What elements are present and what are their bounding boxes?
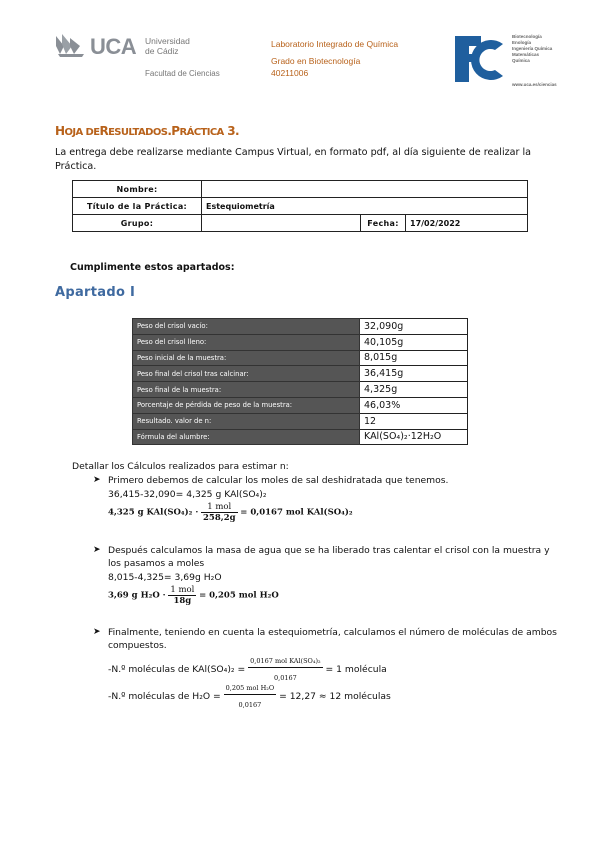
- step1-math: 4,325 g KAl(SO₄)₂ · $\frac{\text{1 mol}}{258,2g}$ = 0,0167 mol KAl(SO₄)₂: [108, 502, 353, 523]
- result-value[interactable]: 32,090g: [360, 319, 468, 335]
- table-row: [133, 429, 468, 445]
- intro-paragraph: La entrega debe realizarse mediante Campus Virtual, en formato pdf, al día siguiente de realizar la Práctica.: [55, 147, 532, 172]
- uca-wordmark: UCA: [90, 34, 137, 59]
- step1-equation: 36,415-32,090= 4,325 g KAl(SO₄)₂: [108, 489, 267, 500]
- result-label: Peso inicial de la muestra:: [133, 350, 360, 366]
- step2-math: 3,69 g H₂O · $\frac{\text{1 mol}}{18g}$ = 0,205 mol H₂O: [108, 585, 279, 606]
- student-info-table: [72, 180, 528, 232]
- step2-text: Después calculamos la masa de agua que se ha liberado tras calentar el crisol con la muestra y: [108, 545, 550, 556]
- arrow-bullet-icon: ➤: [93, 627, 101, 637]
- step2-text-cont: los pasamos a moles: [108, 558, 205, 569]
- table-row: [133, 413, 468, 429]
- faculty-url[interactable]: www.uca.es/ciencias: [512, 82, 557, 87]
- nombre-label: Nombre:: [73, 181, 202, 198]
- titulo-label: Título de la Práctica:: [73, 198, 202, 215]
- table-row: [133, 382, 468, 398]
- fecha-label: Fecha:: [361, 215, 406, 232]
- result-value[interactable]: 4,325g: [360, 382, 468, 398]
- instruction-text: Cumplimente estos apartados:: [70, 262, 235, 273]
- uca-logo-icon: [54, 32, 90, 58]
- result-value[interactable]: 40,105g: [360, 334, 468, 350]
- result-value[interactable]: 46,03%: [360, 397, 468, 413]
- table-row: [133, 366, 468, 382]
- result-value[interactable]: 12: [360, 413, 468, 429]
- table-row: [133, 334, 468, 350]
- result-label: Fórmula del alumbre:: [133, 429, 360, 445]
- course-title: Laboratorio Integrado de Química: [271, 39, 399, 49]
- course-code: 40211006: [271, 68, 309, 78]
- table-row: [133, 319, 468, 335]
- document-title: HOJA DERESULTADOS.PRÁCTICA 3.: [55, 124, 239, 138]
- calc-heading: Detallar los Cálculos realizados para estimar n:: [72, 461, 289, 472]
- titulo-field[interactable]: Estequiometría: [202, 198, 528, 215]
- uca-university-name: Universidad de Cádiz: [145, 36, 190, 56]
- section-heading: Apartado I: [55, 285, 136, 300]
- results-table: [132, 318, 468, 445]
- step3-water-equation: -N.º moléculas de H₂O = $\frac{\text{0,205 mol H₂O}}{0,0167}$ = 12,27 ≈ 12 moléculas: [108, 684, 391, 709]
- table-row: [133, 350, 468, 366]
- step3-kal-equation: -N.º moléculas de KAl(SO₄)₂ = $\frac{\text{0,0167 mol KAl(SO₄)₂}}{0,0167}$ = 1 molécula: [108, 657, 387, 682]
- step3-text: Finalmente, teniendo en cuenta la estequiometría, calculamos el número de moléculas de ambos: [108, 627, 557, 638]
- result-label: Peso del crisol vacío:: [133, 319, 360, 335]
- grupo-field[interactable]: [202, 215, 361, 232]
- faculty-program-list: Biotecnología Enología Ingeniería Química Matemáticas Química: [512, 34, 553, 63]
- grupo-label: Grupo:: [73, 215, 202, 232]
- result-value[interactable]: 8,015g: [360, 350, 468, 366]
- course-header: [271, 38, 398, 79]
- fecha-field[interactable]: 17/02/2022: [406, 215, 528, 232]
- step1-text: Primero debemos de calcular los moles de sal deshidratada que tenemos.: [108, 475, 449, 486]
- arrow-bullet-icon: ➤: [93, 475, 101, 485]
- nombre-field[interactable]: [202, 181, 528, 198]
- result-label: Peso final de la muestra:: [133, 382, 360, 398]
- step2-equation: 8,015-4,325= 3,69g H₂O: [108, 572, 222, 583]
- degree-name: Grado en Biotecnología: [271, 56, 361, 66]
- arrow-bullet-icon: ➤: [93, 545, 101, 555]
- table-row: [133, 397, 468, 413]
- result-label: Peso del crisol lleno:: [133, 334, 360, 350]
- uca-faculty: Facultad de Ciencias: [145, 69, 220, 78]
- result-value[interactable]: 36,415g: [360, 366, 468, 382]
- result-label: Resultado. valor de n:: [133, 413, 360, 429]
- result-label: Peso final del crisol tras calcinar:: [133, 366, 360, 382]
- step3-text-cont: compuestos.: [108, 640, 167, 651]
- result-label: Porcentaje de pérdida de peso de la muestra:: [133, 397, 360, 413]
- faculty-fc-logo-icon: [455, 34, 507, 84]
- result-value[interactable]: KAl(SO₄)₂·12H₂O: [360, 429, 468, 445]
